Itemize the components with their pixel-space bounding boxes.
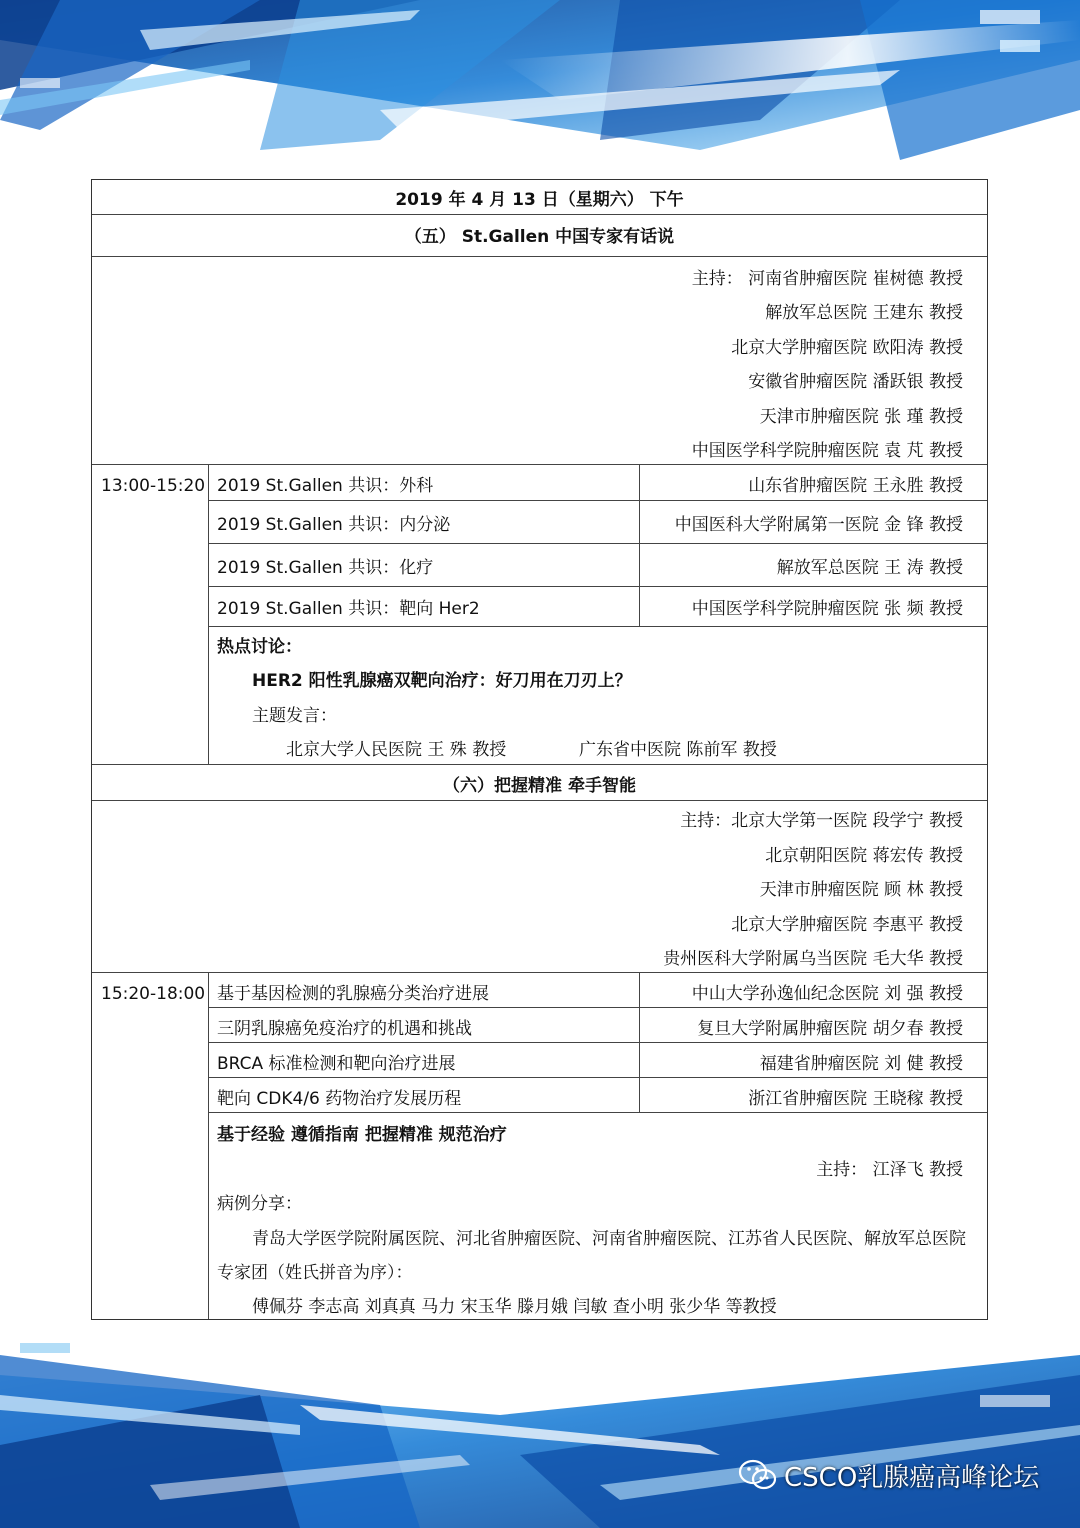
session6-title: （六）把握精准 牵手智能: [443, 776, 636, 796]
watermark: [738, 1455, 1039, 1495]
row-divider: [208, 586, 987, 587]
session5-talk-4-speaker: 中国医学科学院肿瘤医院 张 频 教授: [691, 599, 963, 619]
keynote-speaker-1: 北京大学人民医院 王 殊 教授: [286, 740, 507, 760]
row-divider: [208, 500, 987, 501]
session6-time: 15:20-18:00: [101, 984, 206, 1004]
row-divider: [208, 626, 987, 627]
column-divider: [208, 972, 209, 1319]
row-divider: [92, 214, 987, 215]
session5-talk-3-speaker: 解放军总医院 王 涛 教授: [776, 558, 963, 578]
column-divider: [639, 464, 640, 626]
case-chair: 主持： 江泽飞 教授: [816, 1160, 963, 1180]
schedule-table: [91, 179, 988, 1320]
column-divider: [208, 464, 209, 764]
session5-chair-2: 解放军总医院 王建东 教授: [765, 303, 963, 323]
row-divider: [208, 1112, 987, 1113]
session5-talk-1-topic: 2019 St.Gallen 共识：外科: [217, 476, 434, 496]
expert-list: 傅佩芬 李志高 刘真真 马力 宋玉华 滕月娥 闫敏 查小明 张少华 等教授: [252, 1297, 777, 1317]
session5-chair-5: 天津市肿瘤医院 张 瑾 教授: [759, 407, 963, 427]
session6-talk-3-topic: BRCA 标准检测和靶向治疗进展: [217, 1054, 456, 1074]
session6-chair-2: 北京朝阳医院 蒋宏传 教授: [765, 846, 963, 866]
row-divider: [92, 800, 987, 801]
session6-talk-3-speaker: 福建省肿瘤医院 刘 健 教授: [759, 1054, 963, 1074]
session5-talk-1-speaker: 山东省肿瘤医院 王永胜 教授: [748, 476, 963, 496]
row-divider: [208, 1007, 987, 1008]
expert-label: 专家团（姓氏拼音为序）：: [217, 1263, 413, 1283]
row-divider: [92, 256, 987, 257]
session6-talk-1-speaker: 中山大学孙逸仙纪念医院 刘 强 教授: [691, 984, 963, 1004]
date-heading: 2019 年 4 月 13 日（星期六） 下午: [395, 190, 684, 210]
case-block-title: 基于经验 遵循指南 把握精准 规范治疗: [217, 1125, 507, 1145]
session5-talk-2-speaker: 中国医科大学附属第一医院 金 锋 教授: [674, 515, 963, 535]
discussion-label: 热点讨论：: [217, 637, 302, 657]
session5-chair-6: 中国医学科学院肿瘤医院 袁 芃 教授: [691, 441, 963, 461]
session5-chair-1: 主持： 河南省肿瘤医院 崔树德 教授: [691, 269, 963, 289]
case-label: 病例分享：: [217, 1194, 302, 1214]
row-divider: [92, 972, 987, 973]
bottom-banner-graphic: [0, 1335, 1080, 1528]
row-divider: [92, 764, 987, 765]
top-banner-graphic: [0, 0, 1080, 175]
column-divider: [639, 972, 640, 1112]
keynote-label: 主题发言：: [252, 706, 337, 726]
wechat-icon: [738, 1458, 778, 1492]
case-hospitals: 青岛大学医学院附属医院、河北省肿瘤医院、河南省肿瘤医院、江苏省人民医院、解放军总医院: [252, 1229, 966, 1249]
bottom-banner: [0, 1335, 1080, 1528]
session6-chair-5: 贵州医科大学附属乌当医院 毛大华 教授: [663, 949, 963, 969]
session5-talk-3-topic: 2019 St.Gallen 共识：化疗: [217, 558, 434, 578]
session6-talk-4-topic: 靶向 CDK4/6 药物治疗发展历程: [217, 1089, 462, 1109]
row-divider: [208, 1042, 987, 1043]
session6-chair-1: 主持：北京大学第一医院 段学宁 教授: [680, 811, 963, 831]
row-divider: [208, 543, 987, 544]
session6-talk-2-speaker: 复旦大学附属肿瘤医院 胡夕春 教授: [697, 1019, 963, 1039]
session6-chair-4: 北京大学肿瘤医院 李惠平 教授: [731, 915, 963, 935]
session6-chair-3: 天津市肿瘤医院 顾 林 教授: [759, 880, 963, 900]
session5-title: （五） St.Gallen 中国专家有话说: [404, 227, 675, 247]
top-banner: [0, 0, 1080, 175]
watermark-text: CSCO乳腺癌高峰论坛: [784, 1462, 1040, 1493]
discussion-title: HER2 阳性乳腺癌双靶向治疗：好刀用在刀刃上？: [252, 671, 632, 691]
session5-talk-2-topic: 2019 St.Gallen 共识：内分泌: [217, 515, 451, 535]
session5-talk-4-topic: 2019 St.Gallen 共识：靶向 Her2: [217, 599, 480, 619]
session6-talk-4-speaker: 浙江省肿瘤医院 王晓稼 教授: [748, 1089, 963, 1109]
keynote-speaker-2: 广东省中医院 陈前军 教授: [579, 740, 777, 760]
session5-chair-4: 安徽省肿瘤医院 潘跃银 教授: [748, 372, 963, 392]
row-divider: [208, 1077, 987, 1078]
row-divider: [92, 464, 987, 465]
session6-talk-2-topic: 三阴乳腺癌免疫治疗的机遇和挑战: [217, 1019, 472, 1039]
session5-chair-3: 北京大学肿瘤医院 欧阳涛 教授: [731, 338, 963, 358]
session5-time: 13:00-15:20: [101, 476, 206, 496]
session6-talk-1-topic: 基于基因检测的乳腺癌分类治疗进展: [217, 984, 489, 1004]
